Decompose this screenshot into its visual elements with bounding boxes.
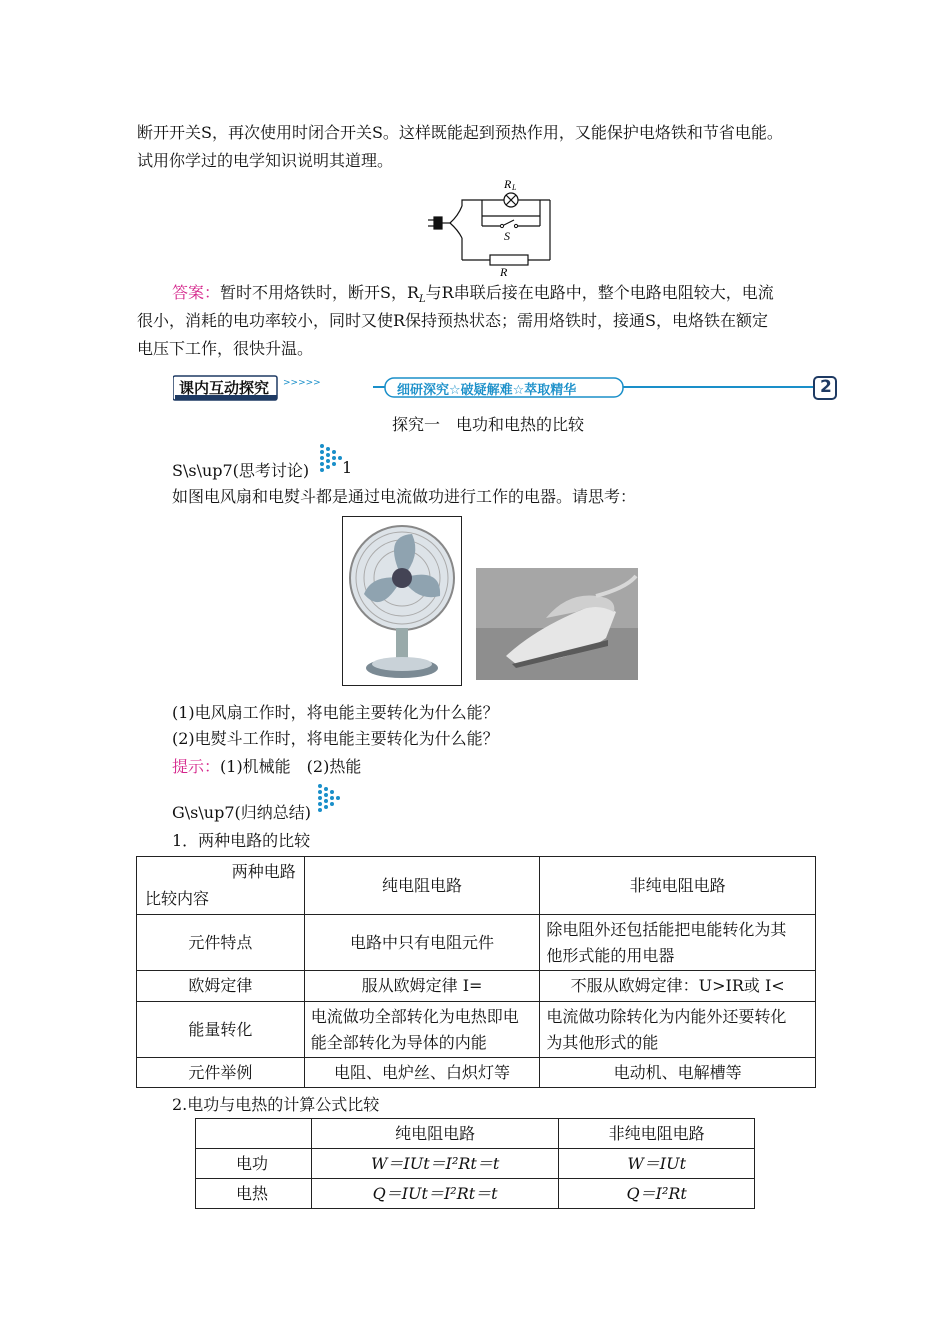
- answer-line-3: 电压下工作，很快升温。: [137, 339, 314, 358]
- table-header-nonpure: 非纯电阻电路: [540, 857, 816, 915]
- plug-icon: [428, 206, 462, 238]
- formula-table: [195, 1118, 755, 1209]
- table-row: 欧姆定律 服从欧姆定律 I= 不服从欧姆定律：U>IR或 I<: [137, 971, 816, 1002]
- section-header-number: 2: [820, 377, 832, 397]
- table-row: 能量转化 电流做功全部转化为电热即电 能全部转化为导体的内能 电流做功除转化为内能外还要转化 为其他形式的能: [137, 1002, 816, 1058]
- label-s: S: [504, 229, 510, 243]
- section-header-arrows: >>>>>: [283, 378, 321, 388]
- section-header-subtitle: 细研深究☆破疑解难☆萃取精华: [397, 383, 577, 398]
- summary-label: G\s\up7(归纳总结): [172, 803, 311, 822]
- summary-item-2: 2.电功与电热的计算公式比较: [172, 1095, 380, 1114]
- table-row: [137, 857, 816, 915]
- think-q1: (1)电风扇工作时，将电能主要转化为什么能？: [172, 703, 499, 722]
- intro-line-1: 断开开关S，再次使用时闭合开关S。这样既能起到预热作用，又能保护电烙铁和节省电能。: [137, 123, 783, 142]
- electric-fan-image: [342, 516, 462, 686]
- triangle-dots-icon: [318, 442, 342, 472]
- comparison-table: [136, 856, 816, 1088]
- think-hint: 提示：(1)机械能 (2)热能: [172, 757, 362, 776]
- think-q2: (2)电熨斗工作时，将电能主要转化为什么能？: [172, 729, 499, 748]
- summary-item-1: 1．两种电路的比较: [172, 831, 311, 850]
- table-header-pure: 纯电阻电路: [304, 857, 540, 915]
- think-question: 如图电风扇和电熨斗都是通过电流做功进行工作的电器。请思考：: [172, 487, 637, 506]
- intro-line-2: 试用你学过的电学知识说明其道理。: [137, 151, 394, 170]
- explore-title: 探究一 电功和电热的比较: [392, 415, 585, 434]
- table2-header-nonpure: 非纯电阻电路: [559, 1119, 755, 1149]
- answer-line-1: 答案：暂时不用烙铁时，断开S，$R_L$与R串联后接在电路中，整个电路电阻较大，电流: [172, 283, 774, 306]
- hint-label: 提示：: [172, 757, 221, 776]
- resistor-icon: [490, 255, 528, 265]
- electric-iron-image: [476, 568, 638, 680]
- table-row: 电功 W＝IUt＝I²Rt＝t W＝IUt: [196, 1149, 755, 1179]
- table-corner-cell: 两种电路 比较内容: [137, 857, 305, 915]
- label-rl-sub: L: [512, 183, 517, 192]
- answer-line-2: 很小，消耗的电功率较小，同时又使R保持预热状态；需用烙铁时，接通S，电烙铁在额定: [137, 311, 769, 330]
- label-rl: R: [504, 177, 512, 191]
- table-row: 元件举例 电阻、电炉丝、白炽灯等 电动机、电解槽等: [137, 1058, 816, 1088]
- circuit-diagram: [420, 176, 570, 278]
- think-label: S\s\up7(思考讨论): [172, 461, 310, 480]
- section-header-title: 课内互动探究: [179, 379, 270, 397]
- table2-header-pure: 纯电阻电路: [311, 1119, 559, 1149]
- table-row: 电热 Q＝IUt＝I²Rt＝t Q＝I²Rt: [196, 1179, 755, 1209]
- label-r: R: [500, 265, 508, 278]
- triangle-dots-icon: [316, 782, 340, 812]
- answer-label: 答案：: [172, 283, 221, 302]
- section-header: [173, 375, 837, 401]
- table-row: [196, 1119, 755, 1149]
- think-number: 1: [342, 458, 353, 477]
- table-row: 元件特点 电路中只有电阻元件 除电阻外还包括能把电能转化为其 他形式能的用电器: [137, 915, 816, 971]
- lamp-icon: [504, 193, 518, 207]
